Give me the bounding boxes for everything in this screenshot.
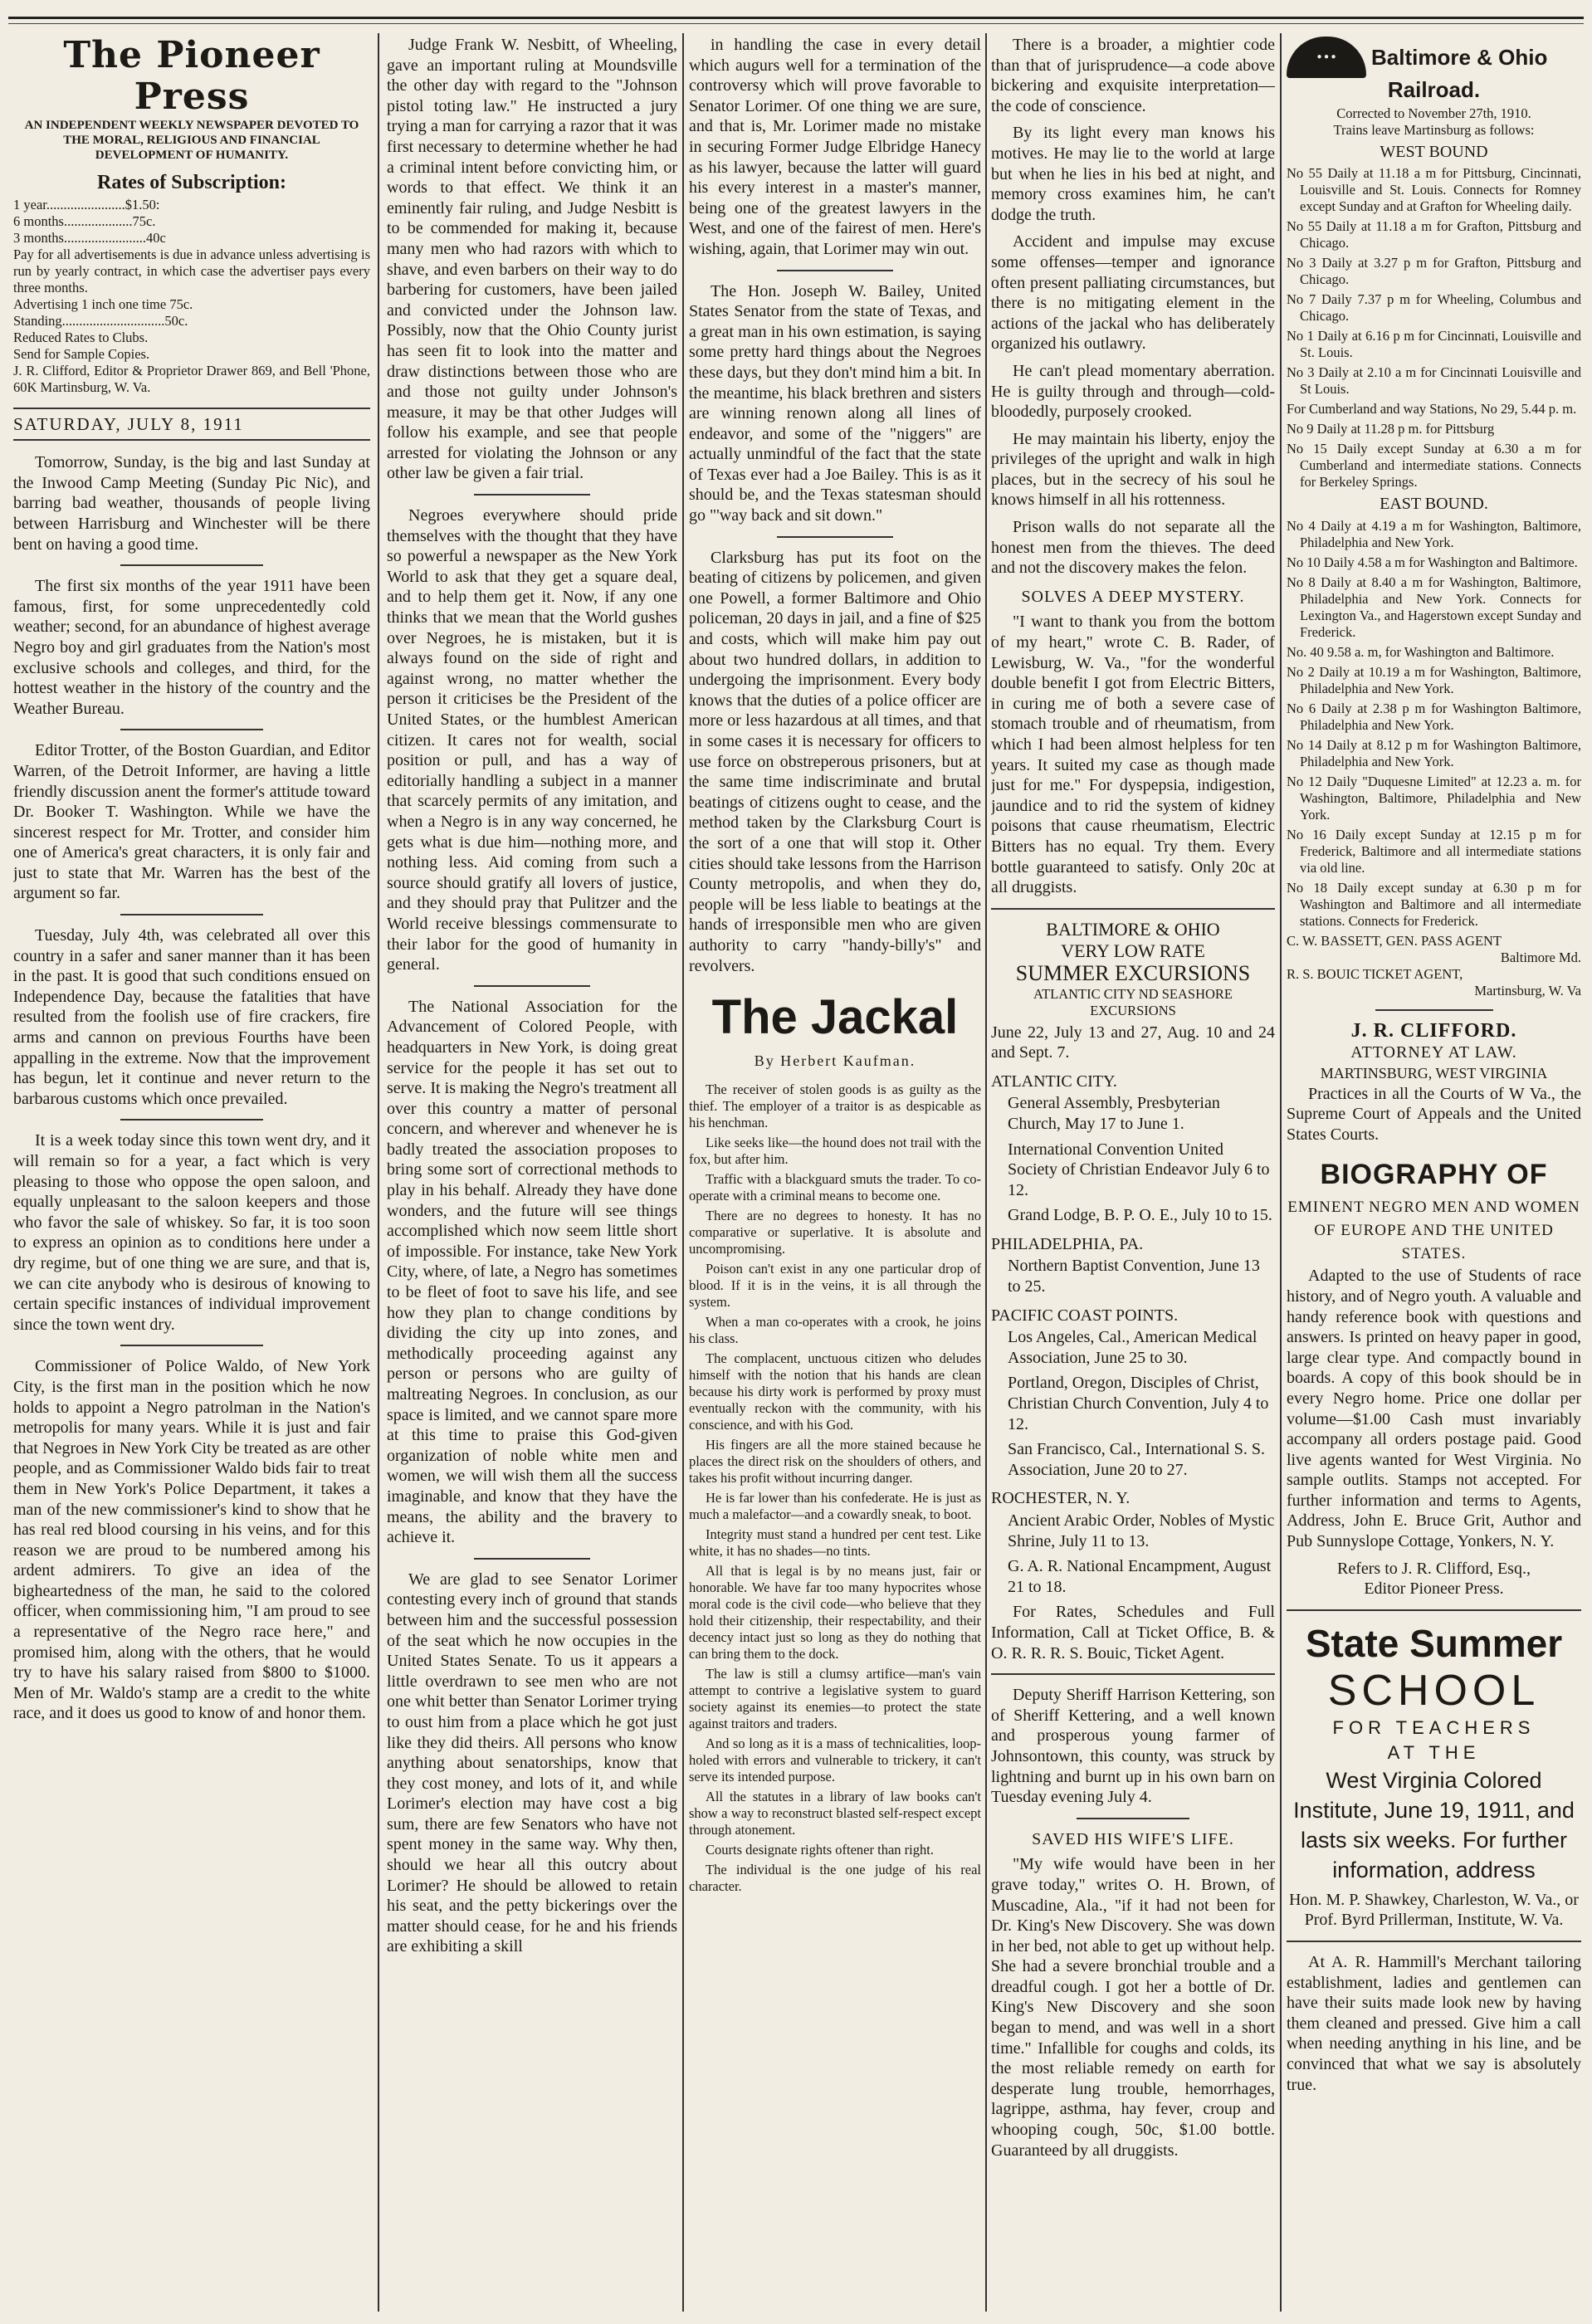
bo-excursion-head: BALTIMORE & OHIO xyxy=(1046,918,1220,940)
editor-line: J. R. Clifford, Editor & Proprietor Drawer 869, and Bell 'Phone, 60K Martinsburg, W. Va. xyxy=(13,362,370,395)
separator xyxy=(474,985,590,987)
rates-title: Rates of Subscription: xyxy=(96,172,286,193)
train-entry: No 1 Daily at 6.16 p m for Cincinnati, Louisville and St. Louis. xyxy=(1287,328,1581,361)
jackal-paragraph: There are no degrees to honesty. It has no comparative or superlative. It is absolute and uncompromising. xyxy=(689,1207,981,1257)
article-paragraph: The National Association for the Advancement of Colored People, with headquarters in New York, is doing great service for the people it has set out to serve. It is making the Negro's treatment all over this country a matter of personal concern, and wherever and whenever he is badly treated the association proposes to bring some sort of correctional methods to play in his behalf. Already they have done wonders, and the future will see things accomplished which now seem little short of impossible. For instance, take New York City, where, of late, a Negro has sometimes to be fleet of foot to save his life, and see how they plan to change conditions by dividing the city up into zones, and methodically proceeding against any person or persons who are guilty of maltreating Negroes. In conclusion, as our space is limited, and we cannot spare more at this time to praise this God-given organization of noble white men and women, we will wish them all the success imaginable, and know that they have the means, the ability and the bravery to achieve it. xyxy=(387,997,677,1547)
event-item: Los Angeles, Cal., American Medical Association, June 25 to 30. xyxy=(1008,1328,1257,1367)
separator xyxy=(1077,1818,1190,1819)
train-entry: No 15 Daily except Sunday at 6.30 a m for Cumberland and intermediate stations. Connects for Berkeley Springs. xyxy=(1287,441,1581,491)
clifford-text: Practices in all the Courts of W Va., the Supreme Court of Appeals and the United States Courts. xyxy=(1287,1084,1581,1144)
separator xyxy=(777,536,894,538)
wife-headline: SAVED HIS WIFE'S LIFE. xyxy=(1032,1829,1234,1848)
separator xyxy=(1287,1941,1581,1942)
excursion-dates: June 22, July 13 and 27, Aug. 10 and 24 and Sept. 7. xyxy=(991,1023,1275,1062)
separator xyxy=(777,270,894,271)
jackal-paragraph: The complacent, unctuous citizen who deludes himself with the notion that his hands are clean because his dirty work is performed by proxy must eventually reckon with the community, with his conscience, and with his God. xyxy=(689,1350,981,1433)
event-item: General Assembly, Presbyterian Church, May 17 to June 1. xyxy=(1008,1094,1220,1133)
rate-line: 1 year.......................$1.50: xyxy=(13,196,160,212)
bo-dome-emblem: ● ● ● xyxy=(1287,37,1366,78)
east-trains xyxy=(1287,518,1581,930)
separator xyxy=(474,1558,590,1560)
event-item: Grand Lodge, B. P. O. E., July 10 to 15. xyxy=(1008,1206,1272,1225)
timetable-intro: Trains leave Martinsburg as follows: xyxy=(1333,121,1535,138)
agent-bouic-location: Martinsburg, W. Va xyxy=(1474,982,1581,998)
event-item: Ancient Arabic Order, Nobles of Mystic Shrine, July 11 to 13. xyxy=(1008,1511,1275,1550)
train-entry: No 16 Daily except Sunday at 12.15 p m for Frederick, Baltimore and all intermediate stations via old line. xyxy=(1287,826,1581,876)
top-rule-thin xyxy=(8,23,1584,24)
train-entry: No 8 Daily at 8.40 a m for Washington, Baltimore, Philadelphia and New York. Connects for Lexington Va., and Hagerstown except Sunday and Frederick. xyxy=(1287,574,1581,640)
biography-refer: Refers to J. R. Clifford, Esq., xyxy=(1337,1559,1531,1578)
west-bound-head: WEST BOUND xyxy=(1380,142,1488,161)
rates-note: Pay for all advertisements is due in advance unless advertising is run by yearly contract, in which case the advertiser pays every three months. xyxy=(13,246,370,295)
column-divider xyxy=(378,33,379,2312)
train-entry: No 14 Daily at 8.12 p m for Washington Baltimore, Philadelphia and New York. xyxy=(1287,736,1581,769)
jackal-paragraph: All the statutes in a library of law books can't show a way to reconstruct blasted self-respect except through atonement. xyxy=(689,1788,981,1838)
agent-bassett: C. W. BASSETT, GEN. PASS AGENT xyxy=(1287,932,1502,949)
jackal-paragraph: Traffic with a blackguard smuts the trader. To co-operate with a criminal means to become one. xyxy=(689,1170,981,1204)
state-summer-line3: FOR TEACHERS xyxy=(1332,1716,1536,1738)
bo-excursion-sub: ATLANTIC CITY ND SEASHORE xyxy=(1033,985,1233,1002)
state-summer-line2: SCHOOL xyxy=(1327,1666,1541,1715)
jackal-paragraph: Poison can't exist in any one particular drop of blood. If it is in the veins, it is all through the system. xyxy=(689,1260,981,1310)
event-city: PACIFIC COAST POINTS. xyxy=(991,1306,1179,1325)
west-trains xyxy=(1287,165,1581,491)
column-5 xyxy=(1287,35,1581,2317)
separator xyxy=(991,908,1275,910)
state-summer-line4: AT THE xyxy=(1387,1741,1481,1763)
train-entry: No 6 Daily at 2.38 p m for Washington Baltimore, Philadelphia and New York. xyxy=(1287,700,1581,733)
ad-rate: Standing..............................50c. xyxy=(13,312,188,329)
ad-rate: Send for Sample Copies. xyxy=(13,345,150,362)
event-city: ATLANTIC CITY. xyxy=(991,1072,1117,1091)
article-paragraph: The first six months of the year 1911 have been famous, first, for some unprecedentedly cold weather; second, for an abundance of highest average Negro boy and girl graduates from the Nation's most exclusive schools and colleges, and third, for the hottest weather in the history of the country and the Weather Bureau. xyxy=(13,577,370,718)
jackal-paragraph: The individual is the one judge of his real character. xyxy=(689,1861,981,1894)
train-entry: No 55 Daily at 11.18 a m for Grafton, Pittsburg and Chicago. xyxy=(1287,218,1581,251)
jackal-headline: The Jackal xyxy=(711,990,959,1045)
article-paragraph: He can't plead momentary aberration. He is guilty through and through—cold-bloodedly, purposely crooked. xyxy=(991,361,1275,422)
column-2 xyxy=(387,35,677,2317)
article-paragraph: "My wife would have been in her grave today," writes O. H. Brown, of Muscadine, Ala., "if it had not been for Dr. King's New Discovery. She was down in her bed, not able to get up without help. She had a severe bronchial trouble and a dreadful cough. I got her a bottle of Dr. King's New Discovery and she soon began to mend, and was well in a short time." Infallible for coughs and colds, its the most reliable remedy on earth for desperate lung trouble, hemorrhages, lagrippe, asthma, hay fever, croup and whooping cough, 50c, $1.00 bottle. Guaranteed by all druggists. xyxy=(991,1855,1275,2160)
bo-logo xyxy=(1287,37,1581,78)
top-rule xyxy=(8,17,1584,19)
rate-line: 3 months........................40c xyxy=(13,229,166,246)
article-paragraph: Tuesday, July 4th, was celebrated all over this country in a safer and saner manner than it has been in the past. It is good that such conditions ensued on Independence Day, because the fatalities that have resulted from the foolish use of fire crackers, fire arms and cannon on previous Fourths have been appalling in the extreme. Now that the improvement has begun, let it continue and never return to the barbarous customs which once prevailed. xyxy=(13,926,370,1108)
ad-rate: Advertising 1 inch one time 75c. xyxy=(13,295,193,312)
column-divider xyxy=(985,33,987,2312)
column-3 xyxy=(689,35,981,2317)
article-paragraph: For Rates, Schedules and Full Information, Call at Ticket Office, B. & O. R. R. R. S. Bouic, Ticket Agent. xyxy=(991,1603,1275,1662)
state-summer-line1: State Summer xyxy=(1305,1621,1563,1665)
state-summer-school-ad xyxy=(1287,1621,1581,1885)
article-paragraph: Deputy Sheriff Harrison Kettering, son of Sheriff Kettering, and a well known and prosperous young farmer of Johnsontown, this county, was struck by lightning and burnt up in his own barn on Tuesday evening July 4. xyxy=(991,1686,1275,1807)
article-paragraph: Accident and impulse may excuse some offenses—temper and ignorance often present palliating circumstances, but there is no mitigating element in the actions of the jackal who has deliberately organized his outlawry. xyxy=(991,232,1275,354)
column-divider xyxy=(1280,33,1282,2312)
clifford-name: J. R. CLIFFORD. xyxy=(1350,1019,1517,1042)
article-paragraph: It is a week today since this town went dry, and it will remain so for a year, a fact which is very pleasing to those who oppose the open saloon, and equally unpleasant to the saloon keepers and those who favor the sale of whiskey. So far, it is too soon to express an opinion as to conditions here under a dry regime, but of one thing we are sure, and that is, we can cite anybody who is desirous of knowing to certain specific instances of individual improvement since the town went dry. xyxy=(13,1131,370,1334)
jackal-paragraph: When a man co-operates with a crook, he joins his class. xyxy=(689,1313,981,1346)
jackal-paragraph: The law is still a clumsy artifice—man's vain attempt to contrive a legislative system to guard society against its enemies—to protect the state against traitors and traders. xyxy=(689,1665,981,1731)
train-entry: No 10 Daily 4.58 a m for Washington and Baltimore. xyxy=(1287,554,1578,570)
article-paragraph: Clarksburg has put its foot on the beating of citizens by policemen, and given one Powell, a former Baltimore and Ohio policeman, 20 days in jail, and a fine of $25 and costs, which will make him pay out about two hundred dollars, in addition to undergoing the imprisonment. Every body knows that the duties of a police officer are more or less hazardous at all times, and that in some cases it is necessary for officers to use force on obstreperous prisoners, but at the same time indiscriminate and brutal beatings of citizens ought to cease, and the method taken by the Clarksburg Court is the sort of a one that will stop it. Other cities should take lessons from the Harrison County metropolis, and when they do, people will be less liable to beatings at the hands of irresponsible men who are given authority to carry "handy-billy's" and revolvers. xyxy=(689,548,981,975)
event-item: San Francisco, Cal., International S. S. Association, June 20 to 27. xyxy=(1008,1440,1265,1479)
separator xyxy=(120,1345,263,1346)
article-paragraph: Prison walls do not separate all the honest men from the thieves. The deed and not the discovery makes the felon. xyxy=(991,518,1275,578)
bo-railroad: Railroad. xyxy=(1387,77,1481,102)
article-paragraph: The Hon. Joseph W. Bailey, United States Senator from the state of Texas, and a great man in his own estimation, is saying some pretty hard things about the Negroes these days, but they don't mind him a bit. In the meantime, his black brethren and sisters are winning renown along all lines of endeavor, and some of the "niggers" are actually unmindful of the fact that the state of Texas ever had a Joe Bailey. This is as it should be, and the Texas statesman should go "'way back and sit down." xyxy=(689,281,981,525)
clifford-title: ATTORNEY AT LAW. xyxy=(1350,1043,1517,1062)
train-entry: For Cumberland and way Stations, No 29, 5.44 p. m. xyxy=(1287,401,1577,417)
timetable-corrected: Corrected to November 27th, 1910. xyxy=(1336,105,1531,121)
article-paragraph: in handling the case in every detail which augurs well for a termination of the controversy which will prove favorable to Senator Lorimer. Of one thing we are sure, and that is, Mr. Lorimer made no mistake in securing Former Judge Elbridge Hanecy as his lawyer, because the latter will guard his every interest in a master's manner, being one of the greatest lawyers in the West, and one of the fairest of men. Here's wishing, again, that Lorimer may win out. xyxy=(689,36,981,258)
train-entry: No 9 Daily at 11.28 p m. for Pittsburg xyxy=(1287,421,1495,437)
separator xyxy=(120,914,263,915)
article-paragraph: We are glad to see Senator Lorimer contesting every inch of ground that stands between him and the successful possession of the seat which he now occupies in the United States Senate. To us it appears a little overdrawn to see men who are not one whit better than Senator Lorimer trying to oust him from a place which he got just like they did theirs. All persons who know anything about senatorships, know that they cost money, and lots of it, and while Lorimer's election may have cost a big sum, there are few Senators who have not spent money in the same way. Why then, should we hear all this outcry about Lorimer? He should be allowed to retain his seat, and the petty bickerings over the matter should cease, for he and his friends are exhibiting a skill xyxy=(387,1570,677,1956)
event-city: PHILADELPHIA, PA. xyxy=(991,1234,1144,1253)
article-paragraph: There is a broader, a mightier code than that of jurisprudence—a code above bickering and exquisite interpretation—the code of conscience. xyxy=(991,36,1275,115)
column-4 xyxy=(991,35,1275,2317)
separator xyxy=(120,1119,263,1120)
article-paragraph: Commissioner of Police Waldo, of New York City, is the first man in the position which he now holds to appoint a Negro patrolman in the Nation's metropolis for many years. While it is just and fair that Negroes in New York City be treated as are other people, and as Commissioner Waldo bids fair to treat them in New York's Police Department, it takes a man of the new commissioner's kind to show that he has real red blood coursing in his veins, and for this reason we are proud to be numbered among his ardent admirers. To give an idea of the bigheartedness of the man, he said to the colored officer, when commissioning him, "I am proud to see a representative of the Negro race here," and promised him, along with the others, that he would try to have his salary raised from $800 to $1000. Men of Mr. Waldo's stamp are a credit to the white race, and it does us good to know of and honor them. xyxy=(13,1357,370,1723)
column-1 xyxy=(13,35,370,2317)
biography-editor: Editor Pioneer Press. xyxy=(1364,1579,1504,1599)
mystery-headline: SOLVES A DEEP MYSTERY. xyxy=(1021,587,1245,606)
jackal-paragraph: He is far lower than his confederate. He is just as much a malefactor—and a cowardly sneak, to boot. xyxy=(689,1489,981,1522)
train-entry: No 4 Daily at 4.19 a m for Washington, Baltimore, Philadelphia and New York. xyxy=(1287,517,1581,550)
agent-bassett-location: Baltimore Md. xyxy=(1500,949,1581,965)
east-bound-head: EAST BOUND. xyxy=(1380,495,1488,514)
biography-subhead: EMINENT NEGRO MEN AND WOMEN OF EUROPE AND THE UNITED STATES. xyxy=(1287,1199,1580,1263)
clifford-location: MARTINSBURG, WEST VIRGINIA xyxy=(1320,1064,1548,1081)
event-item: G. A. R. National Encampment, August 21 to 18. xyxy=(1008,1557,1272,1596)
separator xyxy=(1375,1009,1493,1011)
train-entry: No 2 Daily at 10.19 a m for Washington, Baltimore, Philadelphia and New York. xyxy=(1287,663,1581,696)
train-entry: No 18 Daily except sunday at 6.30 p m for Washington and Baltimore and all intermediate stations. Connects for Frederick. xyxy=(1287,879,1581,929)
separator xyxy=(991,1673,1275,1675)
train-entry: No 3 Daily at 2.10 a m for Cincinnati Louisville and St Louis. xyxy=(1287,364,1581,398)
jackal-byline: By Herbert Kaufman. xyxy=(754,1052,916,1070)
train-entry: No 3 Daily at 3.27 p m for Grafton, Pittsburg and Chicago. xyxy=(1287,255,1581,288)
train-entry: No 55 Daily at 11.18 a m for Pittsburg, Cincinnati, Louisville and St. Louis. Connects for Romney except Sunday and at Grafton for Wheeling daily. xyxy=(1287,165,1581,215)
separator xyxy=(1287,1609,1581,1611)
column-divider xyxy=(682,33,684,2312)
article-paragraph: He may maintain his liberty, enjoy the privileges of the upright and walk in high places, but in the secrecy of his soul he knows himself in all his rottenness. xyxy=(991,429,1275,510)
jackal-paragraph: Courts designate rights oftener than right. xyxy=(706,1841,934,1858)
agent-bouic: R. S. BOUIC TICKET AGENT, xyxy=(1287,965,1463,982)
biography-headline: BIOGRAPHY OF xyxy=(1320,1159,1548,1191)
bo-excursion-head: VERY LOW RATE xyxy=(1061,940,1205,962)
jackal-paragraph: All that is legal is by no means just, fair or honorable. We have far too many hypocrites whose moral code is the civil code—who believe that they hold their citizenship, their respectability, and their decency intact just so long as they do nothing that can bring them to the dock. xyxy=(689,1562,981,1662)
dateline: SATURDAY, JULY 8, 1911 xyxy=(13,408,370,442)
state-summer-contact: Hon. M. P. Shawkey, Charleston, W. Va., or Prof. Byrd Prillerman, Institute, W. Va. xyxy=(1289,1890,1579,1930)
article-paragraph: By its light every man knows his motives. He may lie to the world at large but when he lies in his bed at night, and memory cross examines him, he can't dodge the truth. xyxy=(991,124,1275,224)
separator xyxy=(120,564,263,566)
separator xyxy=(474,494,590,496)
ad-rate: Reduced Rates to Clubs. xyxy=(13,329,149,345)
train-entry: No 12 Daily "Duquesne Limited" at 12.23 a. m. for Washington, Baltimore, Philadelphia and New York. xyxy=(1287,773,1581,823)
event-item: Portland, Oregon, Disciples of Christ, Christian Church Convention, July 4 to 12. xyxy=(1008,1374,1269,1433)
article-paragraph: "I want to thank you from the bottom of my heart," wrote C. B. Rader, of Lewisburg, W. Va., "for the wonderful double benefit I got from Electric Bitters, in curing me of both a severe case of stomach trouble and of rheumatism, from which I had been almost helpless for ten years. It suited my case as though made just for me." For dyspepsia, indigestion, jaundice and to rid the system of kidney poisons that cause rheumatism, Electric Bitters has no equal. Try them. Every bottle guaranteed to satisfy. Only 20c at all druggists. xyxy=(991,613,1275,897)
article-paragraph: Tomorrow, Sunday, is the big and last Sunday at the Inwood Camp Meeting (Sunday Pic Nic), and barring bad weather, thousands of people living between Harrisburg and Winchester will be there bent on having a good time. xyxy=(13,453,370,554)
jackal-paragraph: The receiver of stolen goods is as guilty as the thief. The employer of a traitor is as despicable as his henchman. xyxy=(689,1081,981,1130)
biography-text: Adapted to the use of Students of race history, and of Negro youth. A valuable and handy reference book with questions and answers. Is printed on heavy paper in good, large clear type. And compactly bound in boards. A copy of this book should be in every Negro home. Price one dollar per volume—$1.00 Cash must invariably accompany all orders postage paid. Good live agents wanted for West Virginia. No sample outlits. Stamps not accepted. For further information and terms to Agents, Address, John E. Bruce Grit, Author and Pub Sunnyslope Cottage, Yonkers, N. Y. xyxy=(1287,1267,1581,1551)
jackal-paragraph: His fingers are all the more stained because he places the direct risk on the shoulders of others, and takes his profit without incurring danger. xyxy=(689,1436,981,1486)
jackal-paragraph: Like seeks like—the hound does not trail with the fox, but after him. xyxy=(689,1134,981,1167)
rate-line: 6 months....................75c. xyxy=(13,212,156,229)
state-summer-body: West Virginia Colored Institute, June 19, 1911, and lasts six weeks. For further information, address xyxy=(1293,1767,1575,1882)
jackal-paragraph: And so long as it is a mass of technicalities, loop-holed with errors and vulnerable to trickery, it can't serve its intended purpose. xyxy=(689,1735,981,1784)
bo-excursion-sub: EXCURSIONS xyxy=(1090,1002,1176,1018)
event-item: Northern Baptist Convention, June 13 to 25. xyxy=(1008,1257,1260,1296)
event-item: International Convention United Society of Christian Endeavor July 6 to 12. xyxy=(1008,1140,1270,1199)
bo-excursion-head: SUMMER EXCURSIONS xyxy=(1015,960,1251,985)
separator xyxy=(120,729,263,730)
hammill-ad: At A. R. Hammill's Merchant tailoring establishment, ladies and gentlemen can have their suits made look new by having them cleaned and pressed. Give him a call when needing anything in his line, and be convinced that what we say is absolutely true. xyxy=(1287,1953,1581,2094)
train-entry: No 7 Daily 7.37 p m for Wheeling, Columbus and Chicago. xyxy=(1287,291,1581,325)
masthead-subtitle: AN INDEPENDENT WEEKLY NEWSPAPER DEVOTED TO THE MORAL, RELIGIOUS AND FINANCIAL DEVELOPMENT OF HUMANITY. xyxy=(24,119,359,162)
event-city: ROCHESTER, N. Y. xyxy=(991,1489,1131,1508)
train-entry: No. 40 9.58 a. m, for Washington and Baltimore. xyxy=(1287,643,1555,660)
article-paragraph: Negroes everywhere should pride themselves with the thought that they have so powerful a newspaper as the New York World to ask that they get a square deal, and to help them get it. Now, if any one thinks that we mean that the World gushes over Negroes, he is mistaken, but it is always found on the side of right and against wrong, no matter whether the person it criticises be the President of the United States, or the humblest American citizen. It cares not for wealth, social position or pull, and has a way of editorially handling a subject in a manner that scarcely permits of any imitation, and when a Negro is in any way concerned, he gets what is due him—nothing more, and nothing less. Aid coming from such a source should gratify all lovers of justice, and they should pray that Pulitzer and the World receive blessings commensurate to their labor for the good of humanity in general. xyxy=(387,506,677,974)
article-paragraph: Editor Trotter, of the Boston Guardian, and Editor Warren, of the Detroit Informer, are having a little friendly discussion anent the former's attitude toward Dr. Booker T. Washington. While we have the sincerest respect for Mr. Trotter, and consider him one of America's great characters, it is only fair and just to state that Mr. Warren has the best of the argument so far. xyxy=(13,741,370,903)
jackal-paragraph: Integrity must stand a hundred per cent test. Like white, it has no shades—no tints. xyxy=(689,1526,981,1559)
bo-logo-text: Baltimore & Ohio xyxy=(1371,45,1548,70)
article-paragraph: Judge Frank W. Nesbitt, of Wheeling, gave an important ruling at Moundsville the other day with regard to the "Johnson pistol toting law." He instructed a jury trying a man for carrying a razor that it was first necessary to determine whether he had a criminal intent before convicting him, or words to that effect. We think it an eminently fair ruling, and Judge Nesbitt is to be commended for making it, because many men who had razors with which to shave, and even barbers on their way to do barbering for customers, have been jailed and convicted under the Johnson law. Possibly, now that the Ohio County jurist has seen fit to look into the matter and draw distinctions between those who are and those not guilty under Johnson's measure, it may be that other Judges will follow his example, and see that people arrested for violating the Johnson or any other law be given a fair trial. xyxy=(387,36,677,483)
jackal-article xyxy=(689,1081,981,1895)
masthead-title: The Pioneer Press xyxy=(63,35,320,118)
